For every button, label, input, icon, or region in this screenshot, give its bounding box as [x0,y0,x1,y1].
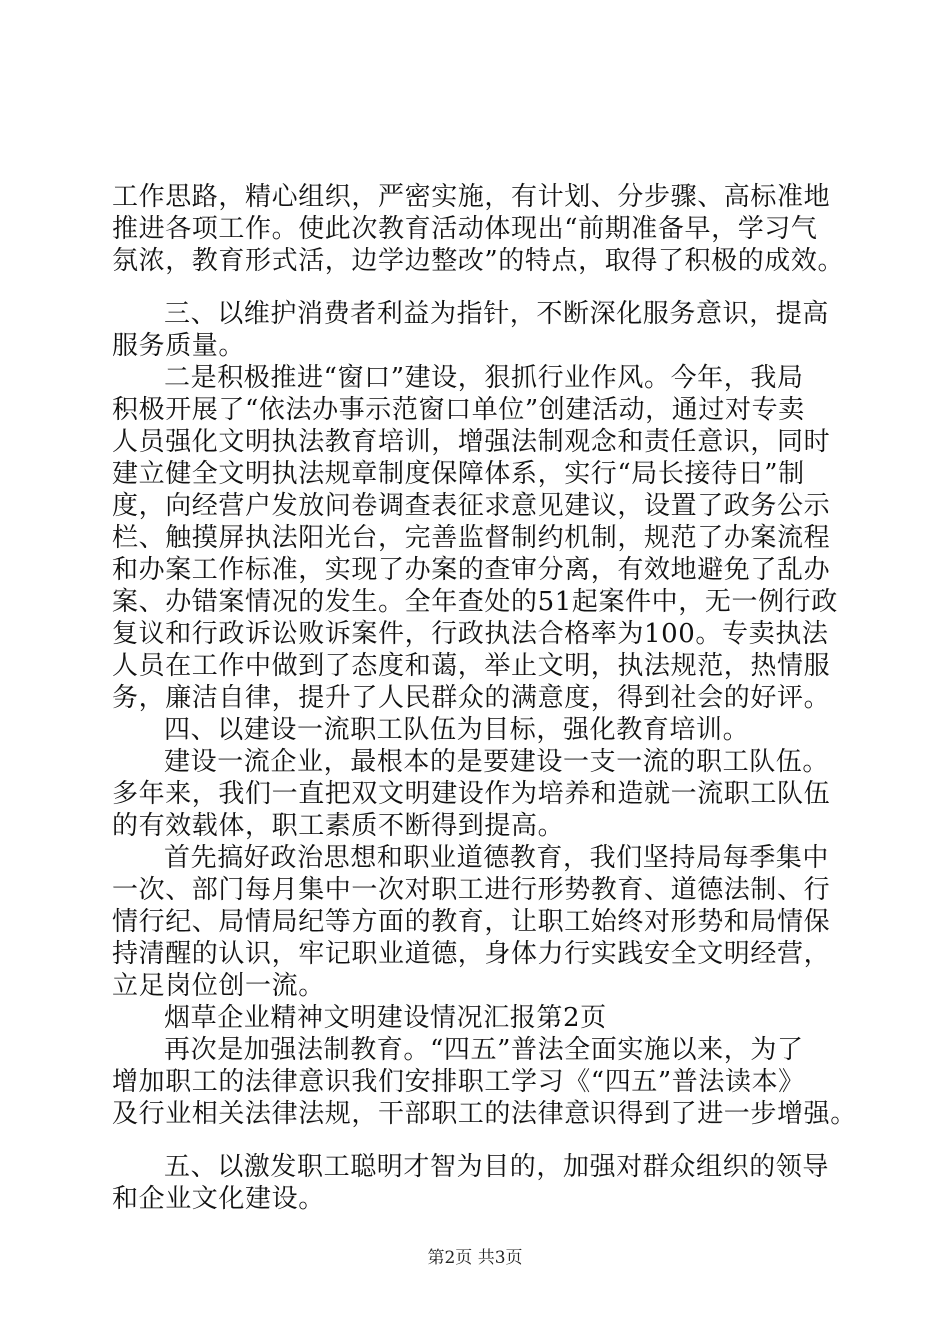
text-line: 氛浓，教育形式活，边学边整改”的特点，取得了积极的成效。 [112,246,845,276]
text-line: 积极开展了“依法办事示范窗口单位”创建活动，通过对专卖 [112,395,805,425]
text-line: 的有效载体，职工素质不断得到提高。 [112,811,565,841]
text-line: 人员强化文明执法教育培训，增强法制观念和责任意识，同时 [112,427,831,457]
text-line: 度，向经营户发放问卷调查表征求意见建议，设置了政务公示 [112,491,831,521]
text-line: 工作思路，精心组织，严密实施，有计划、分步骤、高标准地 [112,182,831,212]
text-line: 四、以建设一流职工队伍为目标，强化教育培训。 [164,715,750,745]
text-line: 首先搞好政治思想和职业道德教育，我们坚持局每季集中 [164,843,830,873]
text-line: 立足岗位创一流。 [112,971,325,1001]
text-line: 再次是加强法制教育。“四五”普法全面实施以来，为了 [164,1035,804,1065]
text-line: 三、以维护消费者利益为指针，不断深化服务意识，提高 [164,299,830,329]
text-line: 一次、部门每月集中一次对职工进行形势教育、道德法制、行 [112,875,831,905]
text-line: 增加职工的法律意识我们安排职工学习《“四五”普法读本》 [112,1067,805,1097]
text-line: 务，廉洁自律，提升了人民群众的满意度，得到社会的好评。 [112,683,831,713]
text-line: 五、以激发职工聪明才智为目的，加强对群众组织的领导 [164,1152,830,1182]
text-line: 建设一流企业，最根本的是要建设一支一流的职工队伍。 [164,747,830,777]
text-line: 推进各项工作。使此次教育活动体现出“前期准备早，学习气 [112,214,818,244]
text-line: 情行纪、局情局纪等方面的教育，让职工始终对形势和局情保 [112,907,831,937]
text-line: 二是积极推进“窗口”建设，狠抓行业作风。今年，我局 [164,363,804,393]
text-line: 和企业文化建设。 [112,1184,325,1214]
text-line: 及行业相关法律法规，干部职工的法律意识得到了进一步增强。 [112,1099,857,1129]
text-line: 建立健全文明执法规章制度保障体系，实行“局长接待日”制 [112,459,805,489]
text-line: 人员在工作中做到了态度和蔼，举止文明，执法规范，热情服 [112,651,831,681]
page-footer: 第2页 共3页 [427,1248,523,1268]
text-line: 服务质量。 [112,331,246,361]
text-line: 栏、触摸屏执法阳光台，完善监督制约机制，规范了办案流程 [112,523,831,553]
text-line: 多年来，我们一直把双文明建设作为培养和造就一流职工队伍 [112,779,831,809]
text-line: 持清醒的认识，牢记职业道德，身体力行实践安全文明经营， [112,939,831,969]
text-line: 案、办错案情况的发生。全年查处的51起案件中，无一例行政 [112,587,838,617]
text-line: 和办案工作标准，实现了办案的查审分离，有效地避免了乱办 [112,555,831,585]
text-line: 烟草企业精神文明建设情况汇报第2页 [164,1003,607,1033]
text-line: 复议和行政诉讼败诉案件，行政执法合格率为100。专卖执法 [112,619,829,649]
